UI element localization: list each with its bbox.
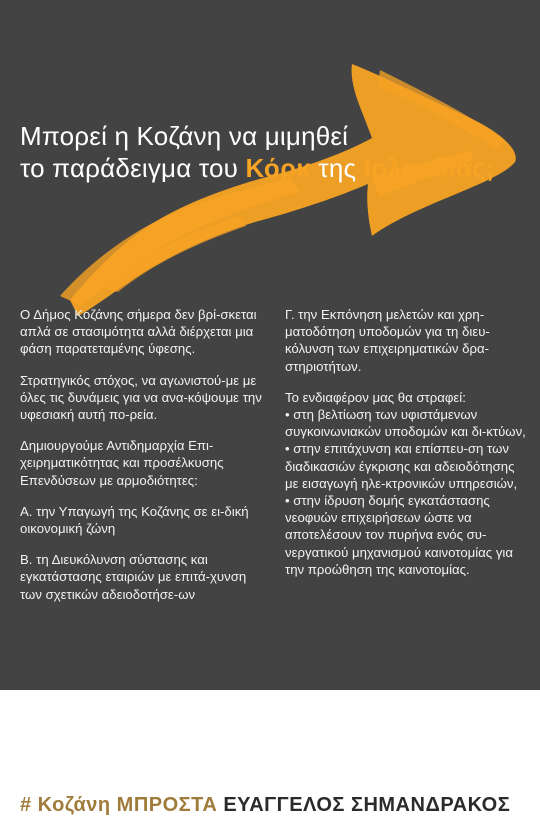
bullet-item: • στην ίδρυση δομής εγκατάστασης νεοφυών επιχειρήσεων ώστε να αποτελέσουν τον πυρήνα ενός συ-νεργατικού μηχανισμού καινοτομίας για την προώθηση της καινοτομίας. — [285, 493, 513, 577]
headline-highlight-cork: Κόρκ — [245, 153, 311, 183]
headline-line-2 — [20, 152, 495, 184]
right-column — [285, 306, 529, 578]
candidate-name: ΕΥΑΓΓΕΛΟΣ ΣΗΜΑΝΔΡΑΚΟΣ — [223, 794, 511, 816]
headline-line-1: Μπορεί η Κοζάνη να μιμηθεί — [20, 121, 349, 151]
left-column — [20, 306, 264, 617]
paragraph-item-a: Α. την Υπαγωγή της Κοζάνης σε ει-δική οικονομική ζώνη — [20, 503, 249, 537]
paragraph-item-b: Β. τη Διευκόλυνση σύστασης και εγκατάστασης εταιριών με επιτά-χυνση των σχετικών αδειοδοτήσε-ων — [20, 552, 247, 602]
campaign-hashtag: # Κοζάνη ΜΠΡΟΣΤΑ — [20, 794, 218, 816]
focus-intro: Το ενδιαφέρον μας θα στραφεί: — [285, 389, 466, 405]
headline-text: το παράδειγμα του — [20, 153, 246, 183]
paragraph-strategic-goal: Στρατηγικός στόχος, να αγωνιστού-με με όλες τις δυνάμεις για να ανα-κόψουμε την υφεσιακή αυτή πο-ρεία. — [20, 372, 262, 423]
headline — [20, 120, 495, 184]
headline-text: της — [310, 153, 364, 183]
bullet-item: • στη βελτίωση των υφιστάμενων συγκοινωνιακών υποδομών και δι-κτύων, — [285, 407, 526, 440]
paragraph-deputy-mayor: Δημιουργούμε Αντιδημαρχία Επι-χειρηματικότητας και προσέλκυσης Επενδύσεων με αρμοδιότητες: — [20, 438, 224, 488]
paragraph-recession: Ο Δήμος Κοζάνης σήμερα δεν βρί-σκεται απλά σε στασιμότητα αλλά διέρχεται μια φάση παρατεταμένης ύφεσης. — [20, 307, 257, 357]
footer-signature — [20, 794, 510, 817]
headline-highlight-ireland: Ιρλανδίας; — [363, 153, 495, 183]
paragraph-item-g: Γ. την Εκπόνηση μελετών και χρη-ματοδότηση υποδομών για τη διευ-κόλυνση των επιχειρηματικών δρα-στηριοτήτων. — [285, 307, 490, 374]
bullet-item: • στην επιτάχυνση και επίσπευ-ση των διαδικασιών έγκρισης και αδειοδότησης με εισαγωγή ηλε-κτρονικών υπηρεσιών, — [285, 441, 518, 491]
